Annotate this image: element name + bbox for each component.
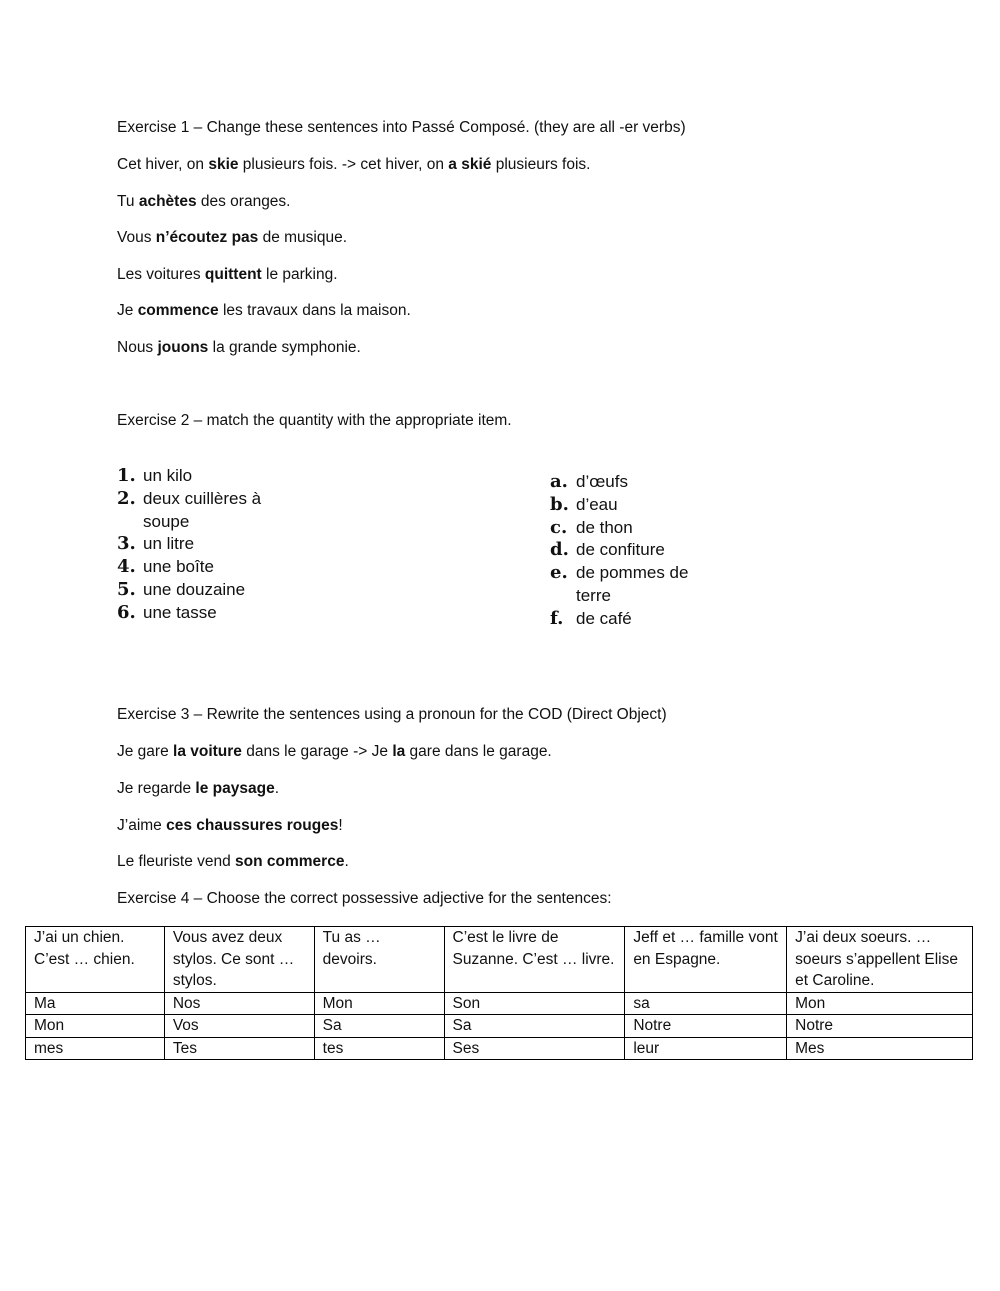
table-cell: Mon xyxy=(787,992,973,1015)
item-entry: b. d’eau xyxy=(550,493,618,515)
item-entry: a. d’œufs xyxy=(550,471,628,492)
item-entry: f. de café xyxy=(550,607,632,629)
quantity-list xyxy=(117,465,287,625)
table-header-row xyxy=(26,927,973,993)
table-header-cell: Vous avez deux stylos. Ce sont … stylos. xyxy=(164,927,314,993)
item-list xyxy=(550,471,720,631)
quantity-item: 4. une boîte xyxy=(117,556,214,578)
table-row xyxy=(26,1037,973,1060)
table-cell: Ma xyxy=(26,992,165,1015)
table-cell: Sa xyxy=(314,1015,444,1038)
table-cell: Mon xyxy=(314,992,444,1015)
exercise-1-example: Cet hiver, on skie plusieurs fois. -> cet hiver, on a skié plusieurs fois. xyxy=(117,156,591,173)
exercise-1-title: Exercise 1 – Change these sentences into Passé Composé. (they are all -er verbs) xyxy=(117,119,686,136)
table-cell: Notre xyxy=(625,1015,787,1038)
table-cell: mes xyxy=(26,1037,165,1060)
table-header-cell: C’est le livre de Suzanne. C’est … livre. xyxy=(444,927,625,993)
exercise-1-sentence-3: Les voitures quittent le parking. xyxy=(117,266,338,283)
exercise-4-title: Exercise 4 – Choose the correct possessive adjective for the sentences: xyxy=(117,890,612,907)
table-cell: Ses xyxy=(444,1037,625,1060)
table-cell: Tes xyxy=(164,1037,314,1060)
table-header-cell: J’ai deux soeurs. … soeurs s’appellent Elise et Caroline. xyxy=(787,927,973,993)
table-cell: Notre xyxy=(787,1015,973,1038)
table-row xyxy=(26,1015,973,1038)
table-cell: sa xyxy=(625,992,787,1015)
quantity-item: 6. une tasse xyxy=(117,601,217,623)
item-entry: e. de pommes de terre xyxy=(550,562,689,605)
possessive-table xyxy=(25,926,973,1060)
table-header-cell: Tu as … devoirs. xyxy=(314,927,444,993)
table-cell: Mes xyxy=(787,1037,973,1060)
quantity-item: 5. une douzaine xyxy=(117,578,246,600)
exercise-1-sentence-1: Tu achètes des oranges. xyxy=(117,193,291,210)
exercise-3-sentence-1: Je regarde le paysage. xyxy=(117,780,280,797)
table-row xyxy=(26,992,973,1015)
exercise-1-sentence-2: Vous n’écoutez pas de musique. xyxy=(117,229,348,246)
item-entry: c. de thon xyxy=(550,516,633,538)
exercise-3-title: Exercise 3 – Rewrite the sentences using a pronoun for the COD (Direct Object) xyxy=(117,706,667,723)
exercise-3-sentence-2: J’aime ces chaussures rouges! xyxy=(117,817,343,834)
quantity-item: 2. deux cuillères à soupe xyxy=(117,487,262,531)
item-entry: d. de confiture xyxy=(550,539,665,561)
quantity-item: 3. un litre xyxy=(117,533,195,555)
exercise-2-title: Exercise 2 – match the quantity with the appropriate item. xyxy=(117,412,512,429)
table-cell: Vos xyxy=(164,1015,314,1038)
table-cell: Mon xyxy=(26,1015,165,1038)
table-header-cell: Jeff et … famille vont en Espagne. xyxy=(625,927,787,993)
exercise-1-sentence-5: Nous jouons la grande symphonie. xyxy=(117,339,361,356)
exercise-3-sentence-3: Le fleuriste vend son commerce. xyxy=(117,853,349,870)
exercise-1-sentence-4: Je commence les travaux dans la maison. xyxy=(117,302,411,319)
quantity-item: 1. un kilo xyxy=(117,465,193,486)
table-cell: Son xyxy=(444,992,625,1015)
table-cell: Sa xyxy=(444,1015,625,1038)
exercise-3-example: Je gare la voiture dans le garage -> Je la gare dans le garage. xyxy=(117,743,552,760)
table-cell: leur xyxy=(625,1037,787,1060)
table-cell: tes xyxy=(314,1037,444,1060)
table-cell: Nos xyxy=(164,992,314,1015)
table-header-cell: J’ai un chien. C’est … chien. xyxy=(26,927,165,993)
